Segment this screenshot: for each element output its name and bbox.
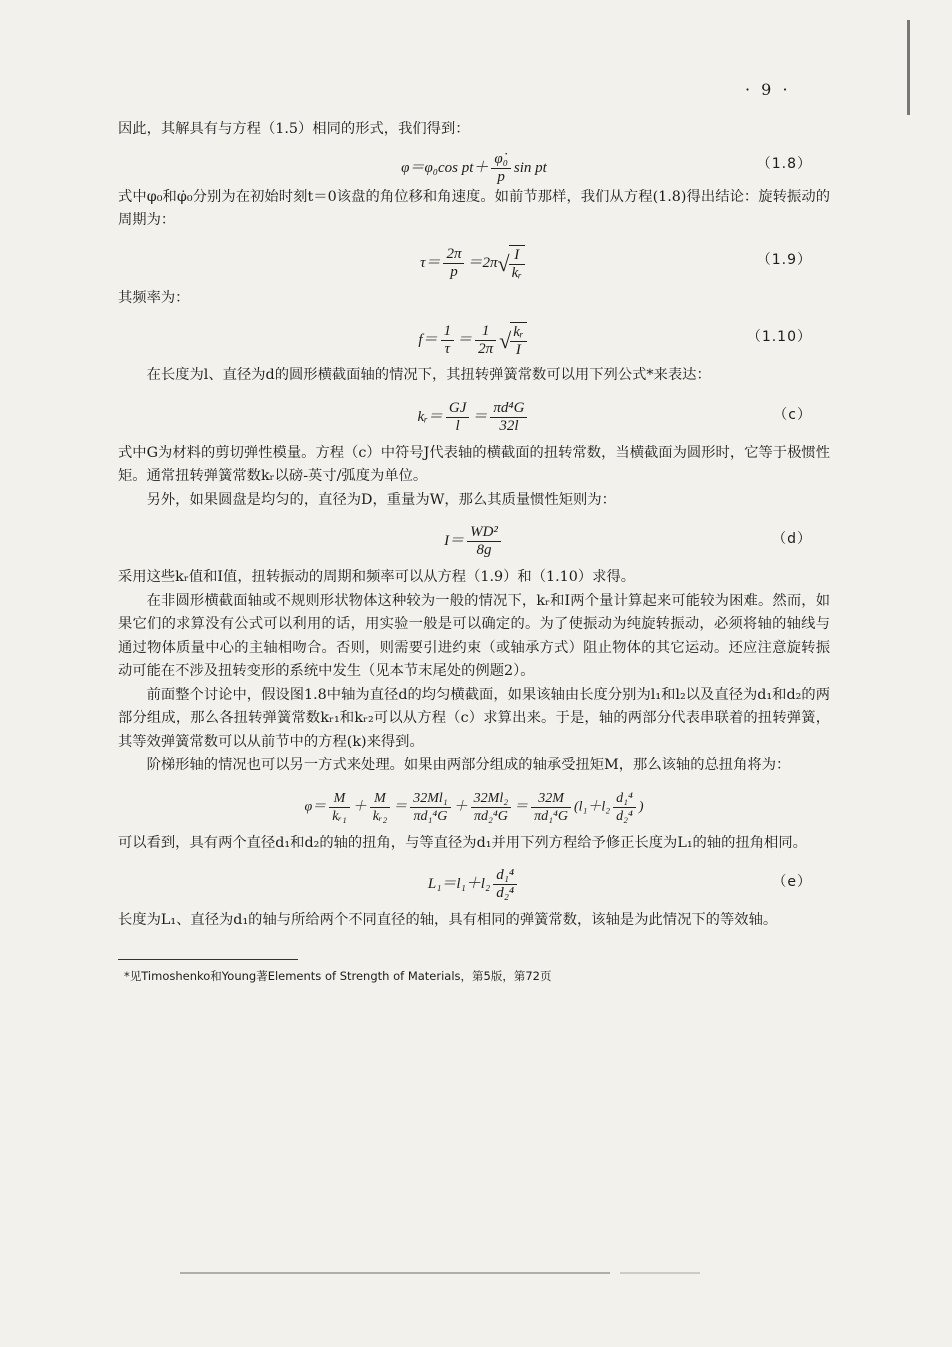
eq-fraction: $\frac{\text{WD²}}{8g}$ <box>467 524 501 559</box>
paragraph: 另外，如果圆盘是均匀的，直径为D，重量为W，那么其质量惯性矩则为： <box>146 491 616 508</box>
eq-fraction: $\frac{1}{\tau}$ <box>441 323 455 358</box>
equation-1-10: f＝ $\frac{1}{\tau}$ ＝ $\frac{1}{2\pi}$ √ $\frac{\text{kᵣ}}{I}$ （1.10） <box>418 323 812 358</box>
footnote: *见Timoshenko和Young著Elements of Strength of Materials，第5版，第72页 <box>124 968 552 983</box>
eq-fraction: $\frac{GJ}{l}$ <box>446 400 470 435</box>
paragraph: 前面整个讨论中，假设图1.8中轴为直径d的均匀横截面，如果该轴由长度分别为l₁和l₂以及直径为d₁和d₂的两部分组成，那么各扭转弹簧常数kᵣ₁和kᵣ₂可以从方程（c）求算出来。于是，轴的两部分代表串联着的扭转弹簧，其等效弹簧常数可以从前节中的方程(k)来得到。 <box>118 686 830 750</box>
equation-number: （1.9） <box>756 251 812 268</box>
equation-number: （1.8） <box>756 155 812 172</box>
eq-fraction: $\frac{\text{φ̇₀}}{p}$ <box>491 151 511 186</box>
equation-1-9: τ＝ $\frac{2\pi}{p}$ ＝2π√ $\frac{I}{\text{kᵣ}}$ （1.9） <box>420 245 812 281</box>
paragraph: 在长度为l、直径为d的圆形横截面轴的情况下，其扭转弹簧常数可以用下列公式*来表达： <box>146 367 711 383</box>
scan-smudge <box>180 1272 610 1274</box>
paragraph: 阶梯形轴的情况也可以另一方式来处理。如果由两部分组成的轴承受扭矩M，那么该轴的总扭角将为： <box>146 757 791 773</box>
eq-fraction: $\frac{2\pi}{p}$ <box>443 246 464 281</box>
paragraph: 可以看到，具有两个直径d₁和d₂的轴的扭角，与等直径为d₁并用下列方程给予修正长度为L₁的轴的扭角相同。 <box>118 834 807 851</box>
equation-c: kᵣ＝ $\frac{GJ}{l}$ ＝ $\frac{\text{πd⁴G}}{32l}$ （c） <box>417 399 812 434</box>
square-root: √ $\frac{\text{kᵣ}}{I}$ <box>499 322 529 359</box>
paragraph: 因此，其解具有与方程（1.5）相同的形式，我们得到： <box>118 121 470 137</box>
square-root: √ $\frac{I}{\text{kᵣ}}$ <box>497 245 527 282</box>
paragraph: 在非圆形横截面轴或不规则形状物体这种较为一般的情况下，kᵣ和I两个量计算起来可能较为困难。然而，如果它们的求算没有公式可以利用的话，用实验一般是可以确定的。为了使振动为纯旋转振动，必须将轴的轴线与通过物体质量中心的主轴相吻合。否则，则需要引进约束（或轴承方式）阻止物体的其它运动。还应注意旋转振动可能在不涉及扭转变形的系统中发生（见本节末尾处的例题2）。 <box>118 592 830 679</box>
eq-fraction: $\frac{1}{2\pi}$ <box>475 323 496 358</box>
paragraph: 长度为L₁、直径为d₁的轴与所给两个不同直径的轴，具有相同的弹簧常数，该轴是为此情况下的等效轴。 <box>118 912 778 928</box>
equation-total-twist: φ＝ $\frac{M}{\text{kᵣ₁}}$ ＋ $\frac{M}{\text{kᵣ₂}}$ ＝ $\frac{\text{32Ml₁}}{\text{πd₁⁴G}}$ ＋ $\frac{\text{32Ml₂}}{\text{πd₂⁴G}}$ ＝ $\frac{32M}{\text{πd₁⁴G}}$ (l₁＋l₂ $\frac{\text{d₁⁴}}{\text{d₂⁴}}$ ) <box>304 790 644 824</box>
page-number: · 9 · <box>745 80 791 99</box>
paragraph: 其频率为： <box>118 289 190 306</box>
eq-fraction: $\frac{\text{d₁⁴}}{\text{d₂⁴}}$ <box>493 867 517 902</box>
paragraph: 采用这些kᵣ值和I值，扭转振动的周期和频率可以从方程（1.9）和（1.10）求得。 <box>118 569 636 585</box>
page-body <box>118 118 830 984</box>
equation-d: I＝ $\frac{\text{WD²}}{8g}$ （d） <box>444 524 812 558</box>
equation-number: （c） <box>773 406 812 423</box>
equation-number: （e） <box>772 874 812 890</box>
eq-term: φ＝φ₀cos pt＋ <box>401 159 489 176</box>
equation-number: （d） <box>772 531 812 547</box>
footnote-divider <box>118 959 298 960</box>
equation-1-8 <box>118 142 830 186</box>
equation-e: L₁＝l₁＋l₂ $\frac{\text{d₁⁴}}{\text{d₂⁴}}$ （e） <box>427 867 812 901</box>
scan-edge-mark <box>907 20 910 115</box>
eq-fraction: $\frac{\text{πd⁴G}}{32l}$ <box>490 400 527 435</box>
paragraph: 式中G为材料的剪切弹性模量。方程（c）中符号J代表轴的横截面的扭转常数，当横截面为圆形时，它等于极惯性矩。通常扭转弹簧常数kᵣ以磅-英寸/弧度为单位。 <box>118 444 830 484</box>
equation-number: （1.10） <box>746 329 812 345</box>
eq-term: sin pt <box>513 159 547 176</box>
paragraph: 式中φ₀和φ̇₀分别为在初始时刻t＝0该盘的角位移和角速度。如前节那样，我们从方程(1.8)得出结论：旋转振动的周期为： <box>118 188 830 228</box>
scan-smudge <box>620 1272 700 1274</box>
